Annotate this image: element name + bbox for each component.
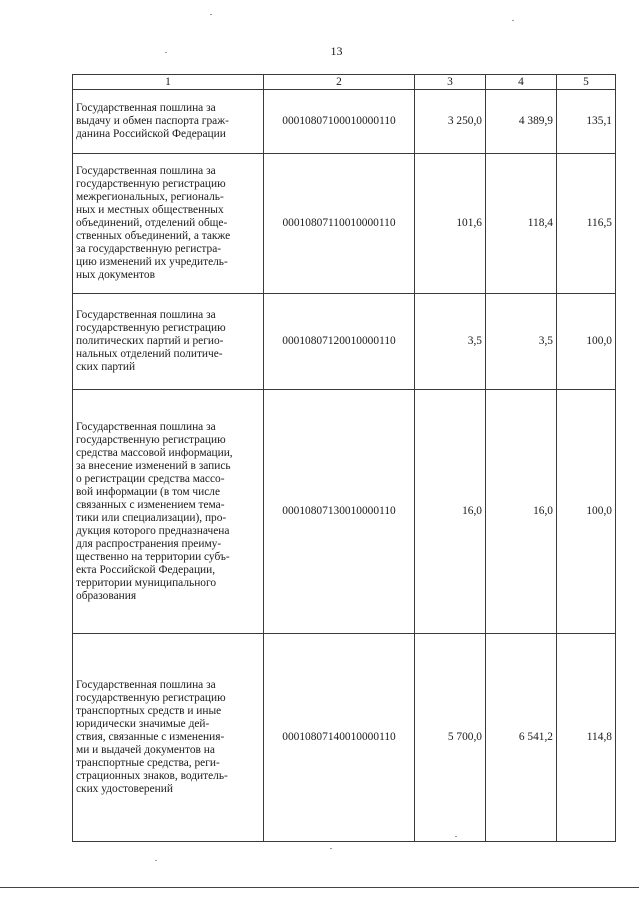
table-row xyxy=(73,294,616,390)
header-col-4: 4 xyxy=(486,75,557,90)
row-name-cell xyxy=(73,634,264,842)
scan-speck xyxy=(165,52,167,53)
row-name-cell xyxy=(73,294,264,390)
row-col4-cell: 3,5 xyxy=(486,294,557,390)
table-row xyxy=(73,90,616,154)
row-name-text: Государственная пошлина за государственную регистрацию средства массовой информации, за внесение изменений в запись о регистрации средства массо- вой информации (в том числе связанных с изменением тема- тики или специализации), про- дукция которого предназначена для распространения преиму- щественно на территории субъ- екта Российской Федерации, территории муниципального образования xyxy=(76,420,233,602)
row-name-text: Государственная пошлина за выдачу и обмен паспорта граж- данина Российской Федерации xyxy=(76,102,229,140)
scan-speck xyxy=(155,860,157,861)
row-name-cell xyxy=(73,90,264,154)
row-col3-cell: 16,0 xyxy=(415,390,486,634)
row-col4-cell: 118,4 xyxy=(486,154,557,294)
row-col4-cell: 4 389,9 xyxy=(486,90,557,154)
row-col3-cell: 3 250,0 xyxy=(415,90,486,154)
bottom-rule xyxy=(0,887,639,888)
scan-speck xyxy=(330,848,332,849)
table-header-row xyxy=(73,75,616,90)
header-col-1: 1 xyxy=(73,75,264,90)
revenue-table xyxy=(72,74,616,842)
row-name-cell xyxy=(73,154,264,294)
row-col3-cell: 101,6 xyxy=(415,154,486,294)
row-name-text: Государственная пошлина за государственную регистрацию политических партий и регио- нальных отделений политиче- ских партий xyxy=(76,309,226,373)
table-row xyxy=(73,390,616,634)
table-row xyxy=(73,634,616,842)
row-name-text: Государственная пошлина за государственную регистрацию межрегиональных, региональ- ных и местных общественных объединений, отделений обще- ственных объединений, а также за государственную регистра- цию изменений их учредитель- ных документов xyxy=(76,165,231,281)
row-col4-cell: 6 541,2 xyxy=(486,634,557,842)
row-code-cell: 00010807140010000110 xyxy=(264,634,415,842)
header-col-3: 3 xyxy=(415,75,486,90)
row-code-cell: 00010807110010000110 xyxy=(264,154,415,294)
row-col5-cell: 114,8 xyxy=(557,634,616,842)
row-col5-cell: 135,1 xyxy=(557,90,616,154)
row-code-cell: 00010807120010000110 xyxy=(264,294,415,390)
row-col5-cell: 100,0 xyxy=(557,390,616,634)
row-code-cell: 00010807100010000110 xyxy=(264,90,415,154)
row-name-cell xyxy=(73,390,264,634)
row-col3-cell: 3,5 xyxy=(415,294,486,390)
scan-speck xyxy=(512,20,514,21)
header-col-2: 2 xyxy=(264,75,415,90)
table-row xyxy=(73,154,616,294)
page-number: 13 xyxy=(330,44,343,58)
scan-speck xyxy=(210,14,212,15)
scan-speck xyxy=(455,836,457,837)
row-col3-cell: 5 700,0 xyxy=(415,634,486,842)
row-name-text: Государственная пошлина за государственную регистрацию транспортных средств и иные юридически значимые дей- ствия, связанные с изменения- ми и выдачей документов на транспортные средства, реги- страционных знаков, водитель- ских удостоверений xyxy=(76,679,228,795)
row-col5-cell: 100,0 xyxy=(557,294,616,390)
header-col-5: 5 xyxy=(557,75,616,90)
row-code-cell: 00010807130010000110 xyxy=(264,390,415,634)
row-col5-cell: 116,5 xyxy=(557,154,616,294)
row-col4-cell: 16,0 xyxy=(486,390,557,634)
